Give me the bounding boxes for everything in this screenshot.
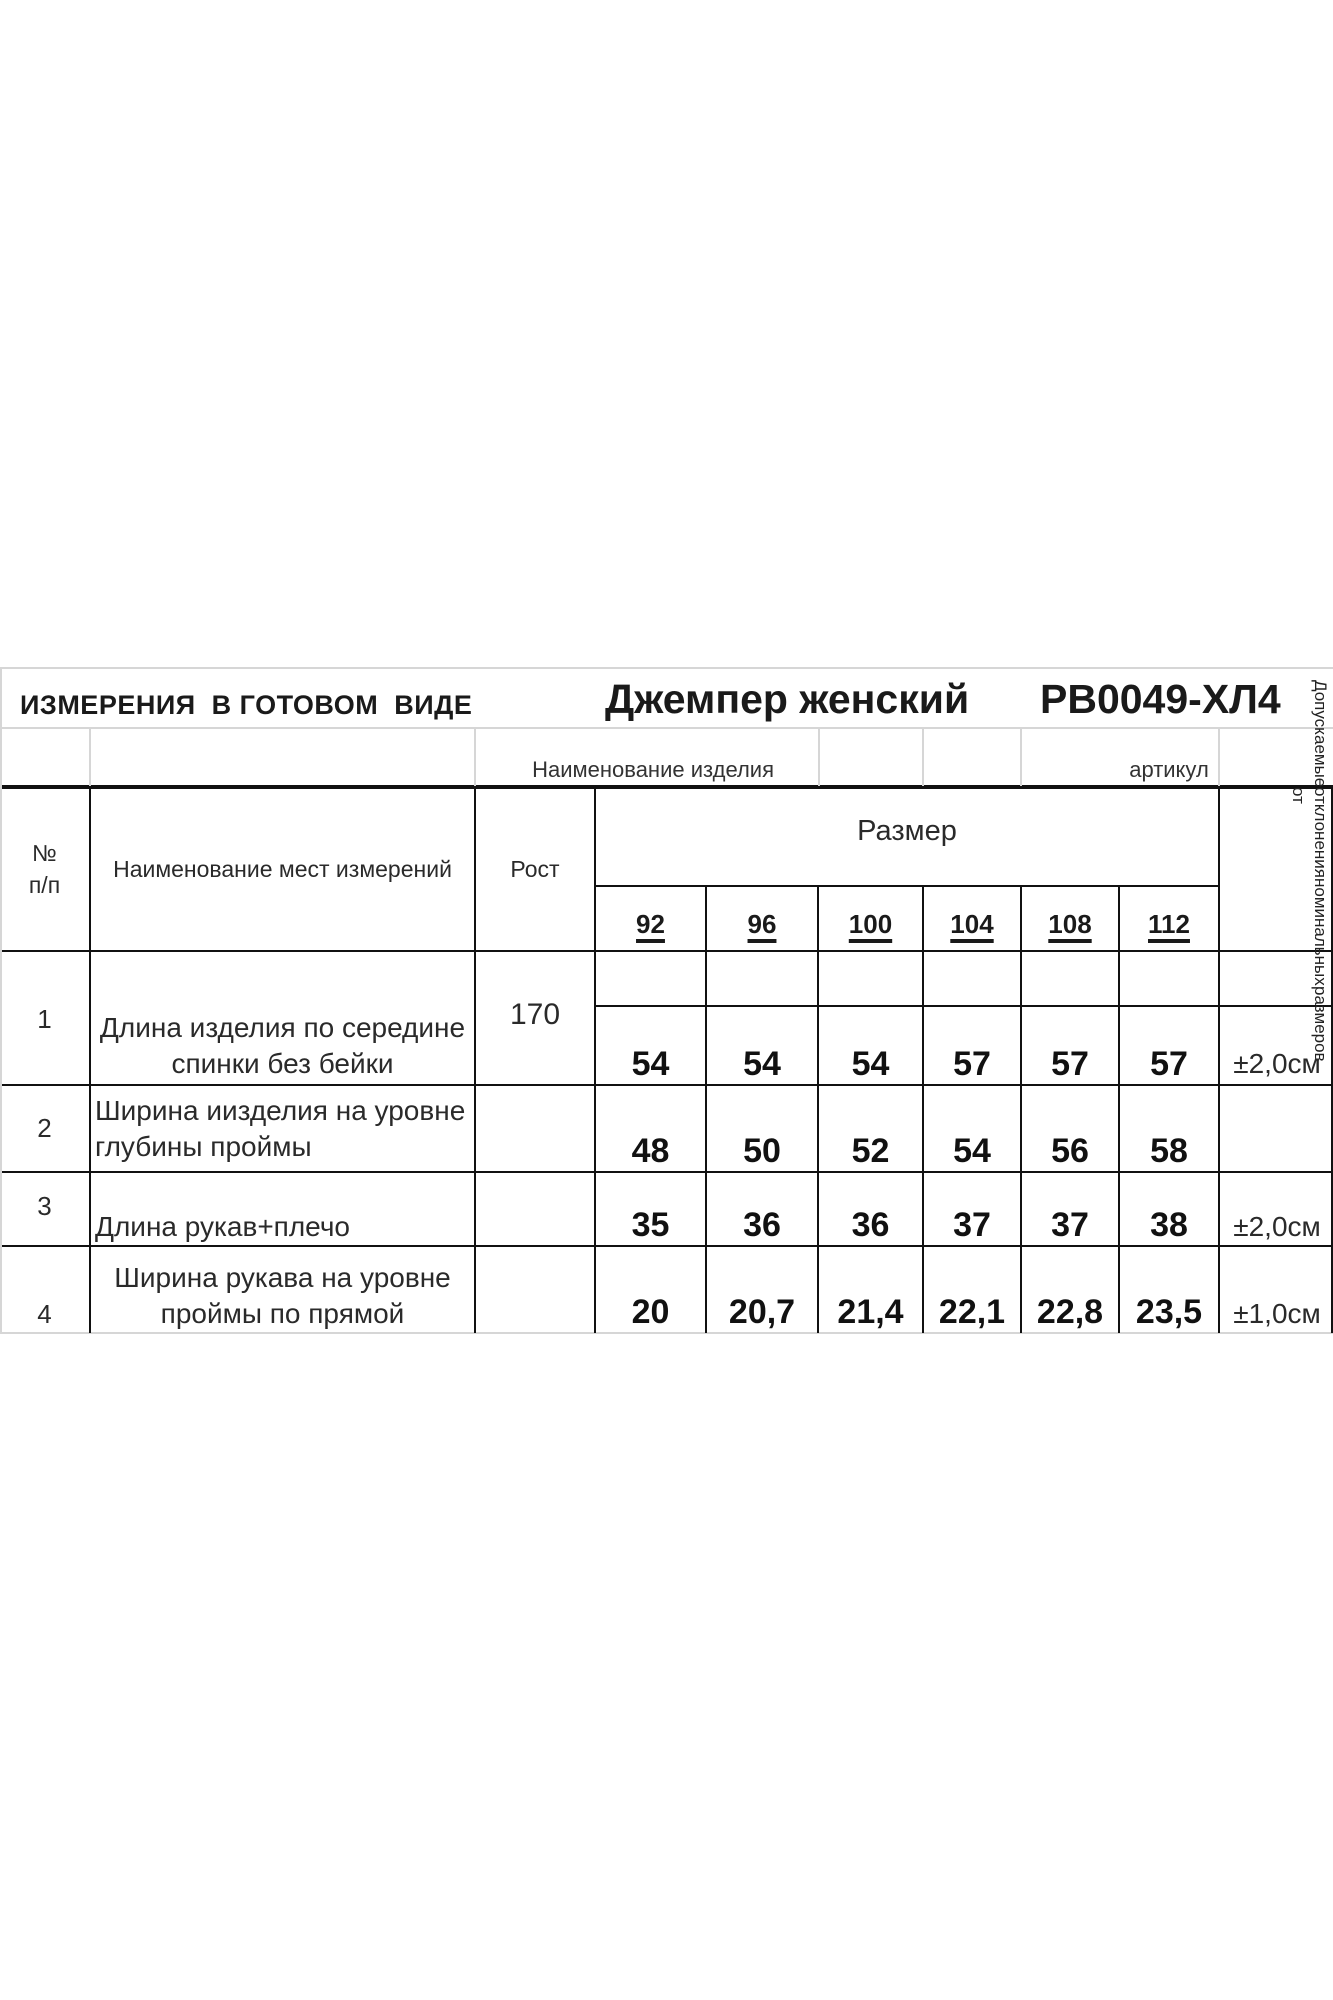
size-value: 57 <box>1051 1045 1089 1083</box>
row-name <box>95 1173 474 1245</box>
row-number: 2 <box>37 1113 52 1143</box>
row-tolerance <box>1222 1086 1332 1171</box>
size-value: 54 <box>953 1132 991 1170</box>
row-height <box>476 1247 594 1332</box>
row-name-line: Ширина иизделия на уровне <box>95 1094 466 1126</box>
row-name-line: спинки без бейки <box>171 1048 394 1079</box>
size-header: 96 <box>747 909 777 939</box>
product-name-label: Наименование изделия <box>532 757 774 782</box>
grid-line <box>818 728 820 786</box>
row-height <box>476 1086 594 1171</box>
size-value: 20 <box>631 1293 670 1331</box>
size-value: 37 <box>953 1206 991 1244</box>
size-value: 50 <box>743 1132 781 1170</box>
size-header: 92 <box>636 909 665 939</box>
size-value: 22,1 <box>938 1293 1006 1331</box>
size-value: 58 <box>1150 1132 1188 1170</box>
row-name <box>95 1086 474 1171</box>
row-name-line: глубины проймы <box>95 1130 312 1162</box>
tolerance-line: отклонения от <box>1289 787 1330 879</box>
size-value: 20,7 <box>728 1293 796 1331</box>
grid-line <box>1218 728 1220 786</box>
col-size-header: Размер <box>857 815 957 847</box>
tolerance-line: номинальных <box>1311 878 1330 987</box>
col-number-header <box>0 787 89 951</box>
section-title: ИЗМЕРЕНИЯ В ГОТОВОМ ВИДЕ <box>20 689 473 720</box>
row-name-line: Длина рукав+плечо <box>95 1211 350 1242</box>
article-label: артикул <box>1129 757 1209 782</box>
size-value: 22,8 <box>1036 1293 1104 1331</box>
size-header: 100 <box>848 909 893 939</box>
size-value: 37 <box>1051 1206 1089 1244</box>
grid-line <box>922 728 924 786</box>
row-name <box>91 952 474 1084</box>
col-height-header: Рост <box>510 855 560 882</box>
row-height <box>476 1173 594 1245</box>
size-header: 112 <box>1148 909 1190 939</box>
size-value: 38 <box>1150 1206 1188 1244</box>
size-value: 21,4 <box>837 1293 904 1331</box>
size-value: 36 <box>743 1206 781 1244</box>
size-value: 52 <box>851 1132 890 1170</box>
row-height: 170 <box>509 998 561 1031</box>
col-number-line1: № <box>32 840 57 866</box>
row-name-line: Ширина рукава на уровне <box>114 1262 451 1293</box>
size-value: 56 <box>1051 1132 1089 1170</box>
grid-line <box>0 1332 1333 1334</box>
row-tolerance: ±1,0см <box>1233 1298 1321 1329</box>
product-title: Джемпер женский <box>605 675 970 722</box>
row-name-line: Длина изделия по середине <box>99 1012 466 1043</box>
size-header: 104 <box>950 909 994 939</box>
grid-line <box>1020 728 1022 786</box>
row-name-line: проймы по прямой <box>160 1298 405 1329</box>
size-value: 48 <box>631 1132 670 1170</box>
col-number-line2: п/п <box>28 872 61 898</box>
size-value: 57 <box>1150 1045 1188 1083</box>
size-value: 23,5 <box>1135 1293 1203 1331</box>
size-value: 35 <box>631 1206 670 1244</box>
size-value: 36 <box>851 1206 890 1244</box>
size-value: 54 <box>743 1045 781 1083</box>
grid-line <box>0 667 1333 669</box>
tolerance-line: Допускаемые <box>1311 680 1330 788</box>
tolerance-line: размеров <box>1311 986 1330 1062</box>
size-value: 54 <box>851 1045 890 1083</box>
grid-line <box>89 728 91 786</box>
row-name <box>91 1247 474 1332</box>
article-code: РВ0049-ХЛ4 <box>1040 675 1281 722</box>
row-number: 4 <box>37 1299 52 1329</box>
row-tolerance: ±2,0см <box>1233 1048 1321 1079</box>
size-header: 108 <box>1048 909 1092 939</box>
col-tolerance-header <box>1220 680 1331 1062</box>
row-number: 3 <box>37 1191 52 1221</box>
size-value: 54 <box>631 1045 670 1083</box>
col-place-header: Наименование мест измерений <box>113 855 452 882</box>
row-tolerance: ±2,0см <box>1233 1211 1321 1242</box>
size-value: 57 <box>953 1045 991 1083</box>
row-number: 1 <box>37 1004 52 1034</box>
